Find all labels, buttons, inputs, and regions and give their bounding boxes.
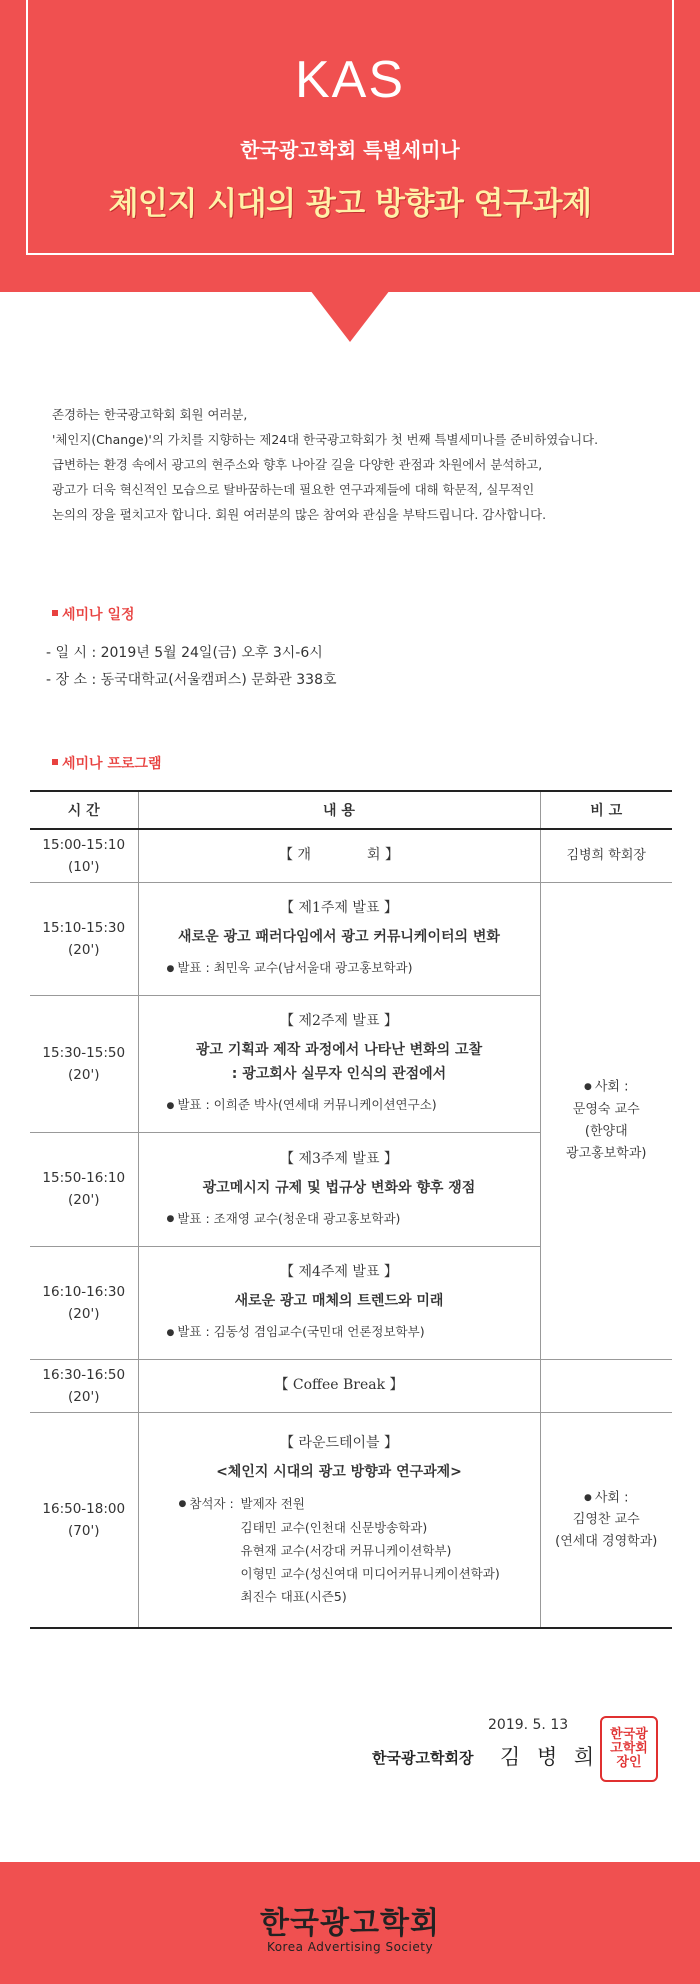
moderator-cell: ● 사회 : 김영찬 교수 (연세대 경영학과) <box>540 1412 672 1628</box>
header-banner <box>0 0 700 292</box>
square-bullet-icon <box>52 610 58 616</box>
square-bullet-icon <box>52 759 58 765</box>
session-label: 【 제1주제 발표 】 <box>280 900 398 917</box>
footer-society-name: 한국광고학회 <box>260 1906 440 1941</box>
session-presenter: ● 발표 : 최민욱 교수(남서울대 광고홍보학과) <box>166 960 413 976</box>
session-label: 【 라운드테이블 】 <box>279 1434 399 1451</box>
bullet-icon: ● <box>166 1214 175 1225</box>
intro-line: 광고가 더욱 혁신적인 모습으로 탈바꿈하는데 필요한 연구과제들에 대해 학문적, 실무적인 <box>52 482 535 497</box>
session-topic: 광고 기획과 제작 과정에서 나타난 변화의 고찰 : 광고회사 실무자 인식의 관점에서 <box>195 1042 483 1083</box>
note-cell: 김병희 학회장 <box>540 829 672 882</box>
session-label: 【 제2주제 발표 】 <box>280 1013 398 1030</box>
content-cell: 【 Coffee Break 】 <box>138 1359 540 1412</box>
bullet-icon: ● <box>166 1327 175 1338</box>
kas-logo: KAS <box>294 51 406 109</box>
program-heading: 세미나 프로그램 <box>52 753 162 773</box>
schedule-place: - 장 소 : 동국대학교(서울캠퍼스) 문화관 338호 <box>46 672 337 688</box>
session-topic: 광고메시지 규제 및 법규상 변화와 향후 쟁점 <box>202 1179 476 1196</box>
time-cell: 16:10-16:30 (20') <box>30 1246 138 1359</box>
official-seal-icon: 한국광고학회장인 <box>600 1716 658 1782</box>
participant: 발제자 전원 <box>240 1495 305 1511</box>
participants-list: ● 참석자 : 발제자 전원 김태민 교수(인천대 신문방송학과) 유현재 교수(서강대 커뮤니케이션학부) 이형민 교수(성신여대 미디어커뮤니케이션학과) 최진수 대표(시즌5) <box>149 1492 530 1608</box>
header-notch <box>310 290 390 342</box>
participant: 유현재 교수(서강대 커뮤니케이션학부) <box>240 1542 452 1558</box>
col-note-header: 비 고 <box>540 791 672 829</box>
note-cell <box>540 1359 672 1412</box>
moderator-cell: ● 사회 : 문영숙 교수 (한양대 광고홍보학과) <box>540 882 672 1359</box>
table-row <box>30 829 672 882</box>
time-cell: 16:30-16:50 (20') <box>30 1359 138 1412</box>
content-cell <box>138 1132 540 1246</box>
schedule-date: - 일 시 : 2019년 5월 24일(금) 오후 3시-6시 <box>46 645 323 661</box>
intro-line: '체인지(Change)'의 가치를 지향하는 제24대 한국광고학회가 첫 번째 특별세미나를 준비하였습니다. <box>52 432 599 447</box>
table-header-row <box>30 791 672 829</box>
seminar-title: 체인지 시대의 광고 방향과 연구과제 <box>108 186 592 222</box>
signer-title: 한국광고학회장 <box>372 1749 474 1767</box>
signer-name: 김 병 희 <box>500 1745 600 1769</box>
time-cell: 16:50-18:00 (70') <box>30 1412 138 1628</box>
content-cell: 【 개 회 】 <box>138 829 540 882</box>
intro-line: 존경하는 한국광고학회 회원 여러분, <box>52 407 248 422</box>
col-content-header: 내 용 <box>138 791 540 829</box>
content-cell <box>138 995 540 1132</box>
bullet-icon: ● <box>166 1100 175 1111</box>
seminar-subtitle: 한국광고학회 특별세미나 <box>240 138 460 162</box>
session-presenter: ● 발표 : 이희준 박사(연세대 커뮤니케이션연구소) <box>166 1097 437 1113</box>
session-presenter: ● 발표 : 조재영 교수(청운대 광고홍보학과) <box>166 1210 401 1226</box>
participant: 최진수 대표(시즌5) <box>240 1588 347 1604</box>
table-row <box>30 1359 672 1412</box>
bullet-icon: ● <box>584 1082 592 1093</box>
footer-society-en: Korea Advertising Society <box>266 1940 434 1954</box>
content-cell <box>138 882 540 995</box>
program-table <box>30 790 672 1629</box>
signature-date: 2019. 5. 13 <box>488 1717 569 1733</box>
session-label: 【 제3주제 발표 】 <box>280 1150 398 1167</box>
intro-line: 논의의 장을 펼치고자 합니다. 회원 여러분의 많은 참여와 관심을 부탁드립니다. 감사합니다. <box>52 507 547 522</box>
table-row <box>30 882 672 995</box>
content-cell <box>138 1246 540 1359</box>
content-cell <box>138 1412 540 1628</box>
session-label: 【 제4주제 발표 】 <box>280 1264 398 1281</box>
table-row <box>30 1412 672 1628</box>
session-topic: 새로운 광고 매체의 트렌드와 미래 <box>234 1293 444 1310</box>
session-topic: <체인지 시대의 광고 방향과 연구과제> <box>216 1463 462 1480</box>
time-cell: 15:30-15:50 (20') <box>30 995 138 1132</box>
time-cell: 15:00-15:10 (10') <box>30 829 138 882</box>
schedule-heading: 세미나 일정 <box>52 604 135 624</box>
schedule-info <box>46 640 337 694</box>
participant: 이형민 교수(성신여대 미디어커뮤니케이션학과) <box>240 1565 500 1581</box>
bullet-icon: ● <box>178 1498 187 1509</box>
footer <box>0 1862 700 1984</box>
session-presenter: ● 발표 : 김동성 겸임교수(국민대 언론정보학부) <box>166 1324 425 1340</box>
time-cell: 15:10-15:30 (20') <box>30 882 138 995</box>
intro-text <box>52 402 672 527</box>
bullet-icon: ● <box>584 1492 592 1503</box>
bullet-icon: ● <box>166 963 175 974</box>
intro-line: 급변하는 환경 속에서 광고의 현주소와 향후 나아갈 길을 다양한 관점과 차원에서 분석하고, <box>52 457 543 472</box>
time-cell: 15:50-16:10 (20') <box>30 1132 138 1246</box>
col-time-header: 시 간 <box>30 791 138 829</box>
session-topic: 새로운 광고 패러다임에서 광고 커뮤니케이터의 변화 <box>178 929 500 946</box>
participant: 김태민 교수(인천대 신문방송학과) <box>240 1519 428 1535</box>
